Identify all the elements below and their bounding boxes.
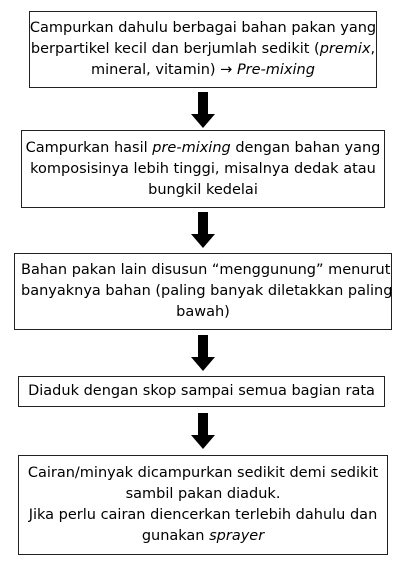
- step-4-box: [18, 376, 385, 407]
- step-1-line-3: mineral, vitamin) → Pre-mixing: [91, 62, 315, 78]
- step-4-line-1: Diaduk dengan skop sampai semua bagian rata: [28, 383, 375, 399]
- step-5-line-1: Cairan/minyak dicampurkan sedikit demi sedikit: [27, 465, 379, 481]
- down-arrow-icon: [191, 92, 215, 128]
- step-3-box: [14, 253, 392, 330]
- step-2-box: [21, 130, 385, 208]
- step-1-line-2: berpartikel kecil dan berjumlah sedikit (premix,: [30, 41, 376, 57]
- step-5-line-2: sambil pakan diaduk.: [125, 486, 281, 502]
- down-arrow-icon: [191, 212, 215, 248]
- down-arrow-icon: [191, 413, 215, 449]
- down-arrow-icon: [191, 335, 215, 371]
- step-1-line-1: Campurkan dahulu berbagai bahan pakan yang: [29, 20, 377, 36]
- step-5-box: [18, 455, 388, 555]
- step-2-line-3: bungkil kedelai: [148, 181, 258, 198]
- step-3-line-1: Bahan pakan lain disusun “menggunung” menurut: [21, 262, 391, 278]
- step-2-line-1: Campurkan hasil pre-mixing dengan bahan yang: [25, 139, 381, 156]
- step-5-line-4: gunakan sprayer: [141, 528, 265, 544]
- step-5-line-3: Jika perlu cairan diencerkan terlebih dahulu dan: [28, 507, 378, 523]
- step-1-box: [29, 11, 377, 88]
- step-3-line-2: banyaknya bahan (paling banyak diletakkan paling: [21, 283, 393, 299]
- step-3-line-3: bawah): [176, 304, 230, 320]
- step-2-line-2: komposisinya lebih tinggi, misalnya dedak atau: [30, 160, 376, 177]
